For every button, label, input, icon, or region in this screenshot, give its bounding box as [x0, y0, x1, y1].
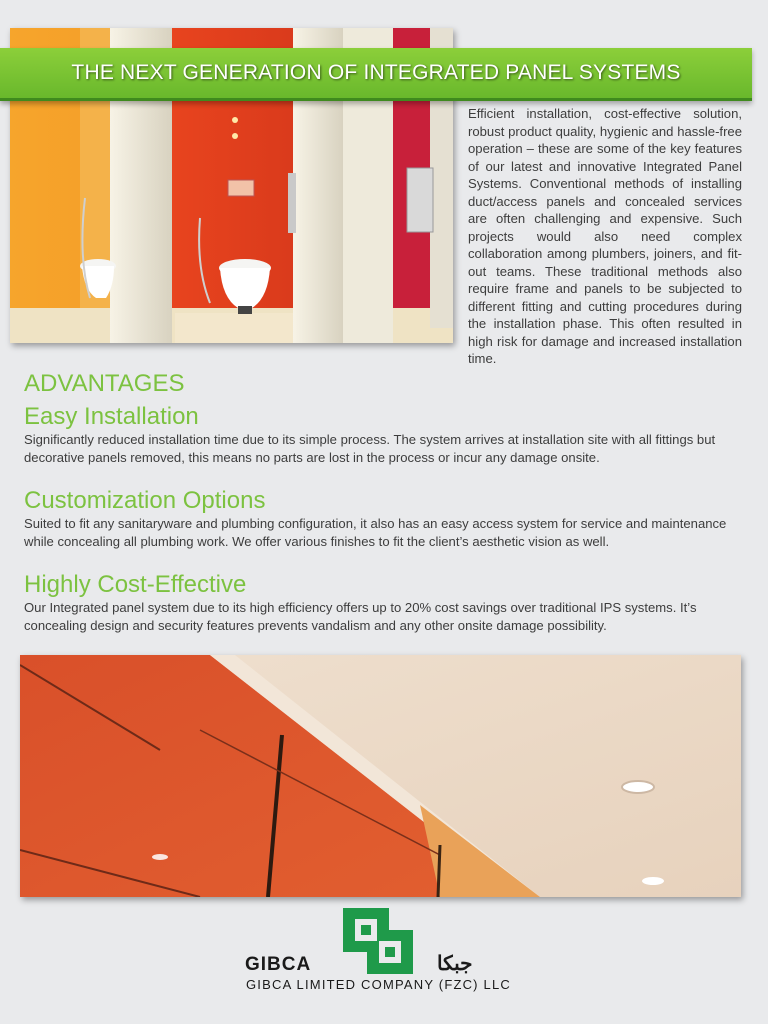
gibca-logo-icon: [343, 908, 413, 974]
wall-panels-photo: [20, 655, 741, 897]
section-body-customization: Suited to fit any sanitaryware and plumbing configuration, it also has an easy access system for service and maintenance while concealing all plumbing work. We offer various finishes to fit the client’s aesthetic vision as well.: [24, 516, 727, 549]
section-body-easy-installation: Significantly reduced installation time due to its simple process. The system arrives at installation site with all fittings but decorative panels removed, this means no parts are lost in the process or incur any damage onsite.: [24, 432, 716, 465]
advantages-heading: ADVANTAGES: [24, 370, 185, 397]
title-banner: [0, 48, 752, 101]
page-title: THE NEXT GENERATION OF INTEGRATED PANEL SYSTEMS: [71, 61, 681, 84]
gibca-logo-mark: [343, 908, 413, 974]
intro-paragraph: Efficient installation, cost-effective solution, robust product quality, hygienic and hassle-free operation – these are some of the key features of our latest and innovative Integrated Panel Systems. Conventional methods of installing duct/access panels and concealed services are often challenging and expensive. Such projects would also need complex collaboration among plumbers, joiners, and fit-out teams. These traditional methods also require frame and panels to be subjected to different fitting and cutting procedures during the installation phase. This often resulted in high risk for damage and increased installation time.: [468, 106, 742, 366]
wall-panels-illustration: [20, 655, 741, 897]
section-title-customization: Customization Options: [24, 487, 266, 514]
section-body-cost-effective: Our Integrated panel system due to its high efficiency offers up to 20% cost savings over traditional IPS systems. It’s concealing design and security features prevents vandalism and any other onsite damage possibility.: [24, 600, 697, 633]
section-title-easy-installation: Easy Installation: [24, 403, 199, 430]
company-name: GIBCA LIMITED COMPANY (FZC) LLC: [246, 977, 511, 992]
brand-name-arabic: جبكا: [437, 953, 473, 975]
brand-name-latin: GIBCA: [245, 954, 312, 975]
section-title-cost-effective: Highly Cost-Effective: [24, 571, 247, 598]
